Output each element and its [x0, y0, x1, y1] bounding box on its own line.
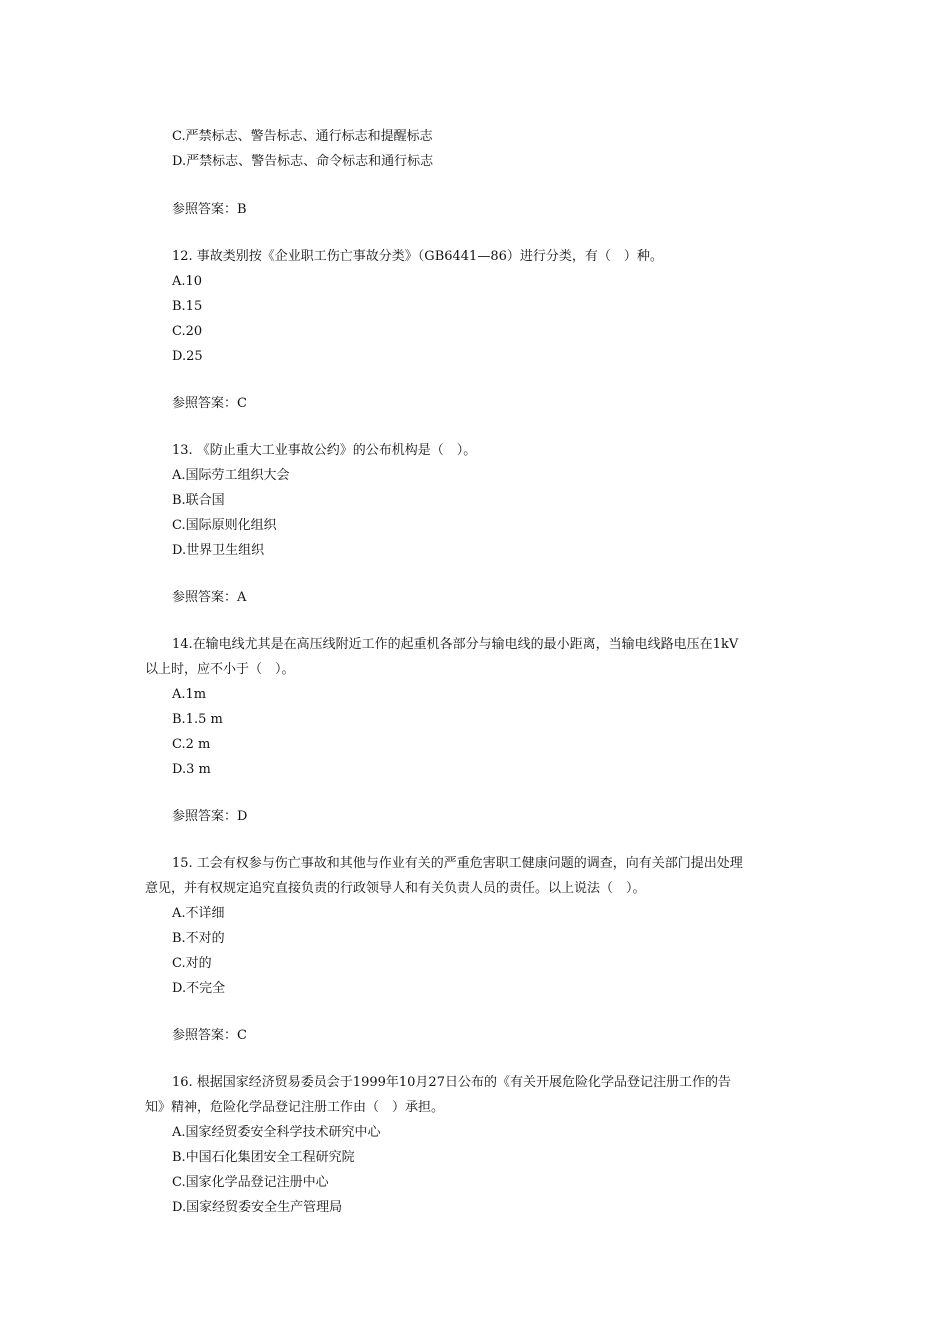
answer: 参照答案：D — [172, 809, 248, 824]
option-b: B.1.5 m — [172, 712, 223, 727]
option-a: A.不详细 — [172, 906, 225, 921]
option-d: D.3 m — [172, 762, 211, 777]
option-a: A.1m — [172, 687, 207, 702]
answer: 参照答案：C — [172, 396, 247, 411]
option-d: D.国家经贸委安全生产管理局 — [172, 1200, 343, 1215]
option-c: C.国家化学品登记注册中心 — [172, 1175, 329, 1190]
question-12: 12. 事故类别按《企业职工伤亡事故分类》（GB6441—86）进行分类，有（ ）种。 — [172, 249, 663, 264]
question-14: 14.在输电线尤其是在高压线附近工作的起重机各部分与输电线的最小距离，当输电线路电压在1kV — [172, 637, 739, 652]
option-c: C.20 — [172, 324, 203, 339]
option-d: D.25 — [172, 349, 203, 364]
question-16: 16. 根据国家经济贸易委员会于1999年10月27日公布的《有关开展危险化学品登记注册工作的告 — [172, 1075, 731, 1090]
question-15-cont: 意见，并有权规定追究直接负责的行政领导人和有关负责人员的责任。以上说法（ ）。 — [145, 881, 646, 896]
question-14-cont: 以上时，应不小于（ ）。 — [145, 662, 295, 677]
option-b: B.联合国 — [172, 493, 225, 508]
option-c: C.2 m — [172, 737, 211, 752]
question-15: 15. 工会有权参与伤亡事故和其他与作业有关的严重危害职工健康问题的调查，向有关部门提出处理 — [172, 856, 743, 871]
answer: 参照答案：B — [172, 202, 247, 217]
option-c: C.对的 — [172, 956, 212, 971]
question-13: 13. 《防止重大工业事故公约》的公布机构是（ ）。 — [172, 443, 477, 458]
option-d: D.严禁标志、警告标志、命令标志和通行标志 — [172, 154, 434, 169]
option-c: C.国际原则化组织 — [172, 518, 277, 533]
option-d: D.不完全 — [172, 981, 226, 996]
answer: 参照答案：A — [172, 590, 247, 605]
option-b: B.15 — [172, 299, 203, 314]
option-a: A.国际劳工组织大会 — [172, 468, 290, 483]
option-b: B.不对的 — [172, 931, 225, 946]
answer: 参照答案：C — [172, 1028, 247, 1043]
option-a: A.国家经贸委安全科学技术研究中心 — [172, 1125, 381, 1140]
question-16-cont: 知》精神，危险化学品登记注册工作由（ ）承担。 — [145, 1100, 445, 1115]
option-a: A.10 — [172, 274, 203, 289]
option-b: B.中国石化集团安全工程研究院 — [172, 1150, 355, 1165]
option-d: D.世界卫生组织 — [172, 543, 265, 558]
option-c: C.严禁标志、警告标志、通行标志和提醒标志 — [172, 129, 433, 144]
